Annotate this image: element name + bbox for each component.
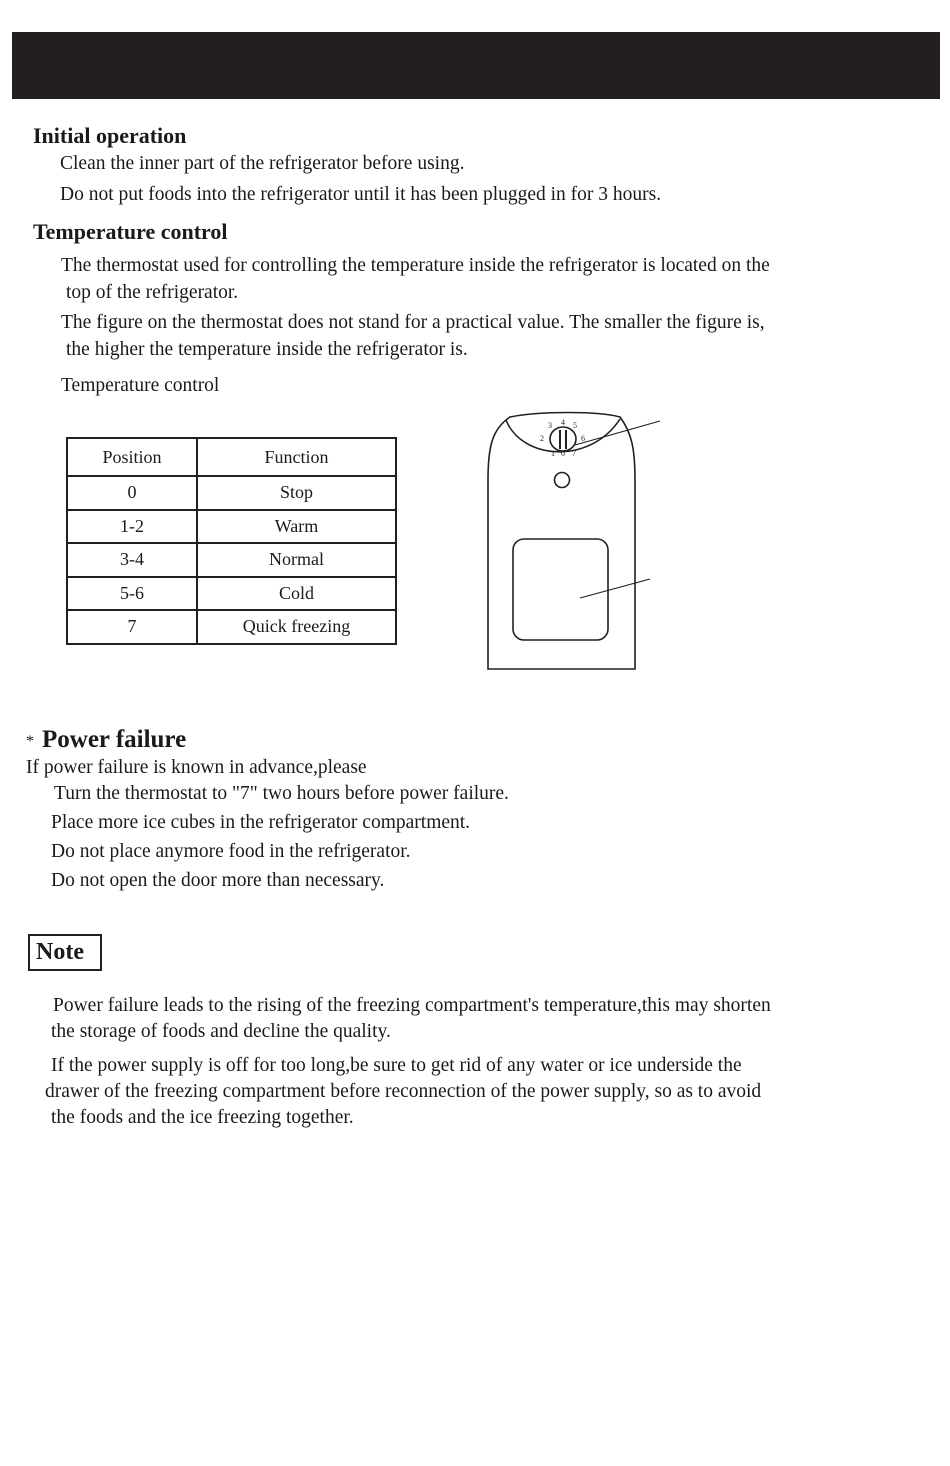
table-row bbox=[67, 543, 396, 577]
power-failure-intro: If power failure is known in advance,please bbox=[26, 757, 367, 778]
dial-number: 4 bbox=[561, 418, 565, 427]
power-failure-item: Place more ice cubes in the refrigerator compartment. bbox=[51, 812, 471, 833]
temperature-control-table bbox=[66, 437, 397, 645]
note-paragraph-2-line-3: the foods and the ice freezing together. bbox=[51, 1107, 354, 1128]
dial-number: 7 bbox=[572, 449, 576, 458]
initial-operation-heading: Initial operation bbox=[33, 123, 187, 148]
table-cell-function: Cold bbox=[197, 577, 396, 611]
temperature-paragraph-1-line-2: top of the refrigerator. bbox=[66, 282, 239, 303]
note-paragraph-1-line-1: Power failure leads to the rising of the freezing compartment's temperature,this may shorten bbox=[53, 995, 771, 1016]
table-cell-position: 7 bbox=[67, 610, 197, 644]
temperature-paragraph-1-line-1: The thermostat used for controlling the temperature inside the refrigerator is located on the bbox=[61, 255, 770, 276]
table-header-position: Position bbox=[67, 438, 197, 476]
dial-number: 0 bbox=[561, 449, 565, 458]
note-paragraph-2-line-1: If the power supply is off for too long,be sure to get rid of any water or ice underside the bbox=[51, 1055, 742, 1076]
temperature-paragraph-2-line-1: The figure on the thermostat does not stand for a practical value. The smaller the figure is, bbox=[61, 312, 765, 333]
dial-number: 2 bbox=[540, 434, 544, 443]
dial-number: 5 bbox=[573, 421, 577, 430]
table-cell-position: 1-2 bbox=[67, 510, 197, 544]
table-cell-function: Quick freezing bbox=[197, 610, 396, 644]
temperature-paragraph-2-line-2: the higher the temperature inside the refrigerator is. bbox=[66, 339, 468, 360]
dial-number: 6 bbox=[581, 434, 585, 443]
dial-leader-line bbox=[575, 421, 660, 445]
power-failure-item: Do not place anymore food in the refrigerator. bbox=[51, 841, 411, 862]
power-failure-heading: Power failure bbox=[42, 726, 187, 753]
table-header-row bbox=[67, 438, 396, 476]
power-failure-star: * bbox=[26, 733, 34, 750]
table-cell-position: 3-4 bbox=[67, 543, 197, 577]
table-cell-position: 5-6 bbox=[67, 577, 197, 611]
header-bar bbox=[12, 32, 940, 99]
initial-operation-line-2: Do not put foods into the refrigerator until it has been plugged in for 3 hours. bbox=[60, 184, 662, 205]
refrigerator-illustration bbox=[470, 405, 670, 675]
table-cell-function: Stop bbox=[197, 476, 396, 510]
thermostat-dial bbox=[550, 427, 576, 451]
table-cell-position: 0 bbox=[67, 476, 197, 510]
temperature-control-heading: Temperature control bbox=[33, 219, 228, 244]
table-cell-function: Warm bbox=[197, 510, 396, 544]
table-cell-function: Normal bbox=[197, 543, 396, 577]
table-row bbox=[67, 476, 396, 510]
power-failure-item: Do not open the door more than necessary. bbox=[51, 870, 385, 891]
table-header-function: Function bbox=[197, 438, 396, 476]
note-label: Note bbox=[36, 939, 84, 965]
crisper-drawer bbox=[513, 539, 608, 640]
power-failure-item: Turn the thermostat to "7" two hours before power failure. bbox=[54, 783, 509, 804]
initial-operation-line-1: Clean the inner part of the refrigerator before using. bbox=[60, 153, 465, 174]
dial-number: 1 bbox=[551, 449, 555, 458]
dial-number: 3 bbox=[548, 421, 552, 430]
table-row bbox=[67, 577, 396, 611]
note-paragraph-2-line-2: drawer of the freezing compartment before reconnection of the power supply, so as to avoid bbox=[45, 1081, 762, 1102]
table-row bbox=[67, 610, 396, 644]
note-paragraph-1-line-2: the storage of foods and decline the quality. bbox=[51, 1021, 391, 1042]
indicator-light bbox=[555, 473, 570, 488]
drawer-leader-line bbox=[580, 579, 650, 598]
table-row bbox=[67, 510, 396, 544]
temperature-table-caption: Temperature control bbox=[61, 375, 220, 396]
